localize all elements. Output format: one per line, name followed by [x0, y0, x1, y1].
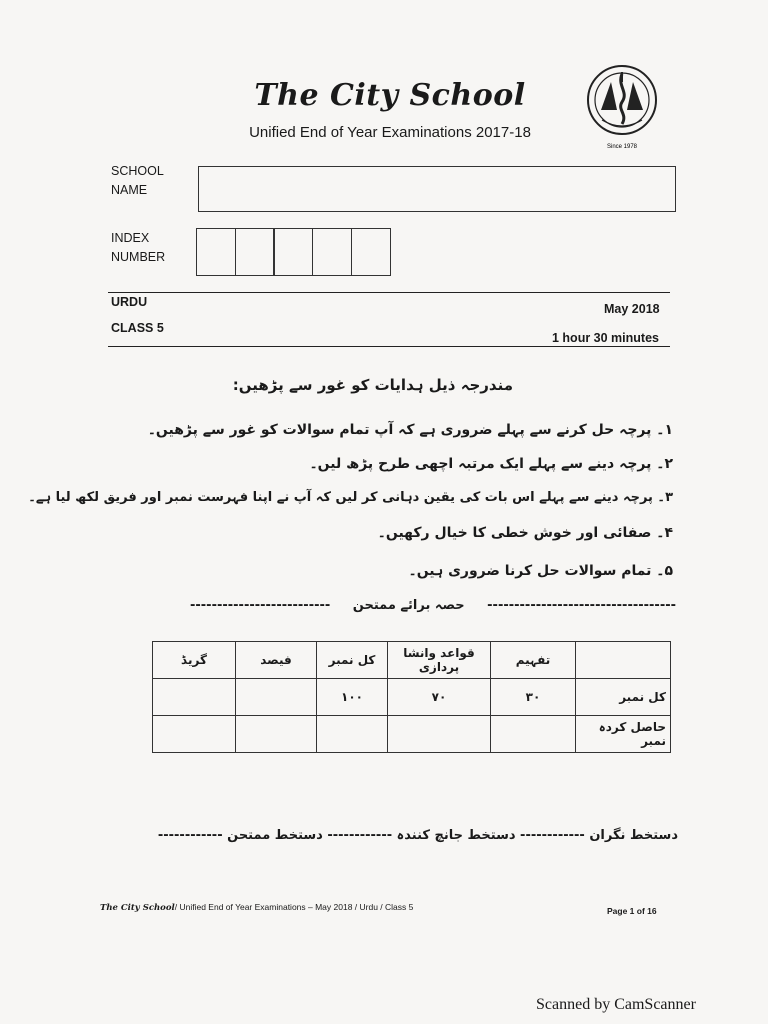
index-digit-box[interactable] — [351, 228, 391, 276]
instruction-item: ۱۔ پرچہ حل کرنے سے پہلے ضروری ہے کہ آپ تمام سوالات کو غور سے پڑھیں۔ — [147, 422, 673, 438]
header-grammar-composition: قواعد وانشا پردازی — [388, 642, 491, 679]
row-label: حاصل کردہ نمبر — [576, 716, 671, 753]
footer-details: / Unified End of Year Examinations – May 2018 / Urdu / Class 5 — [174, 902, 414, 912]
school-name-label: SCHOOL NAME — [111, 164, 164, 197]
exam-subtitle: Unified End of Year Examinations 2017-18 — [249, 124, 531, 141]
index-digit-box[interactable] — [235, 228, 275, 276]
bottom-divider — [108, 346, 670, 347]
instruction-item: ۲۔ پرچہ دینے سے پہلے ایک مرتبہ اچھی طرح پڑھ لیں۔ — [309, 456, 673, 472]
examiner-section-header — [190, 598, 676, 613]
table-cell[interactable] — [236, 716, 317, 753]
table-cell — [236, 679, 317, 716]
logo-since-text: Since 1978 — [606, 144, 638, 150]
footer-text — [100, 902, 413, 913]
index-digit-box[interactable] — [273, 228, 313, 276]
index-digit-box[interactable] — [312, 228, 352, 276]
signature-line: دستخط نگران ------------ دستخط جانچ کنندہ ------------ دستخط ممتحن ------------ — [157, 828, 678, 843]
subject-label: URDU — [111, 295, 148, 309]
school-title: The City School — [254, 78, 526, 113]
instruction-item: ۳۔ پرچہ دینے سے پہلے اس بات کی یقین دہانی کر لیں کہ آپ نے اپنا فہرست نمبر اور فریق لکھ لیا ہے۔ — [28, 490, 673, 505]
table-header-row — [153, 642, 671, 679]
instructions-heading: مندرجہ ذیل ہدایات کو غور سے پڑھیں: — [232, 376, 513, 394]
table-row — [153, 679, 671, 716]
instruction-item: ۵۔ تمام سوالات حل کرنا ضروری ہیں۔ — [408, 563, 673, 579]
table-cell — [153, 679, 236, 716]
school-crest-logo — [584, 62, 660, 152]
table-cell[interactable] — [317, 716, 388, 753]
examiner-section-label: حصہ برائے ممتحن — [352, 598, 465, 613]
dashes-left: -------------------------- — [190, 598, 331, 613]
page-number: Page 1 of 16 — [607, 906, 657, 916]
exam-date: May 2018 — [604, 302, 660, 316]
school-name-field[interactable] — [198, 166, 676, 212]
dashes-right: ----------------------------------- — [487, 598, 676, 613]
row-label: کل نمبر — [576, 679, 671, 716]
exam-duration: 1 hour 30 minutes — [552, 331, 659, 345]
table-cell: ۱۰۰ — [317, 679, 388, 716]
table-cell[interactable] — [491, 716, 576, 753]
class-label: CLASS 5 — [111, 321, 164, 335]
instruction-item: ۴۔ صفائی اور خوش خطی کا خیال رکھیں۔ — [377, 525, 673, 541]
marks-table — [152, 641, 671, 753]
header-blank — [576, 642, 671, 679]
table-cell[interactable] — [388, 716, 491, 753]
header-total-marks: کل نمبر — [317, 642, 388, 679]
top-divider — [108, 292, 670, 293]
index-digit-box[interactable] — [196, 228, 236, 276]
header-comprehension: تفہیم — [491, 642, 576, 679]
table-cell[interactable] — [153, 716, 236, 753]
index-number-boxes — [197, 228, 391, 276]
index-number-label: INDEX NUMBER — [111, 231, 166, 264]
header-percentage: فیصد — [236, 642, 317, 679]
header-grade: گریڈ — [153, 642, 236, 679]
table-cell: ۷۰ — [388, 679, 491, 716]
footer-brand: The City School — [100, 903, 175, 913]
table-row — [153, 716, 671, 753]
scanner-watermark: Scanned by CamScanner — [536, 996, 696, 1013]
table-cell: ۳۰ — [491, 679, 576, 716]
